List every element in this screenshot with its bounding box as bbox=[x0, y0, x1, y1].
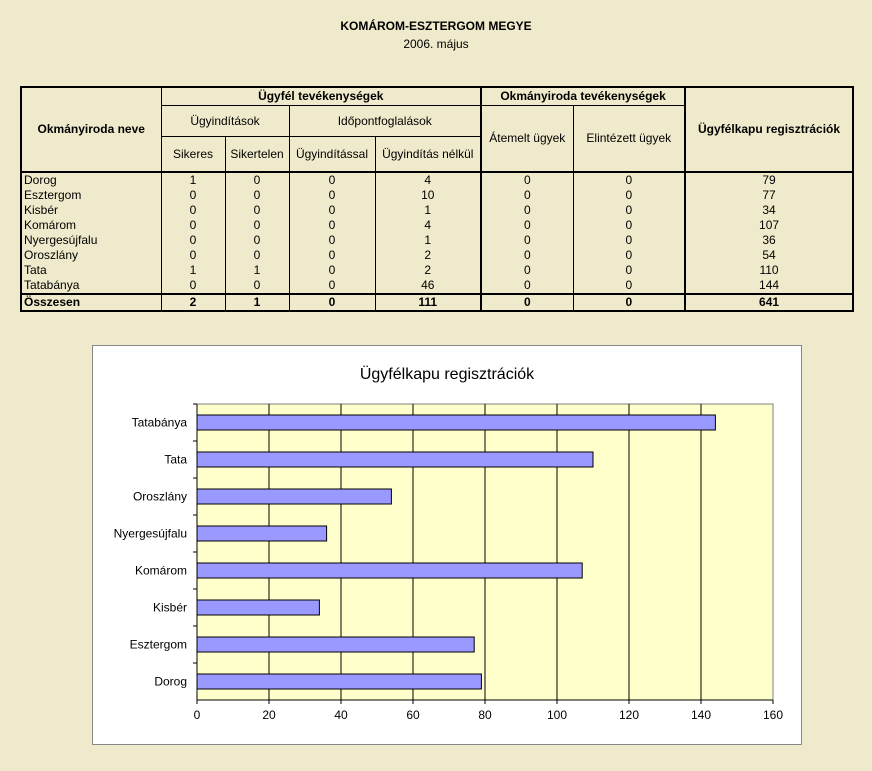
table-row bbox=[21, 218, 853, 233]
header-client-activities: Ügyfél tevékenységek bbox=[161, 87, 481, 106]
x-tick-label: 160 bbox=[762, 708, 784, 722]
cell-unsuccessful: 0 bbox=[225, 248, 289, 263]
cell-with-case: 0 bbox=[289, 218, 375, 233]
cell-unsuccessful: 1 bbox=[225, 263, 289, 278]
y-tick-label: Oroszlány bbox=[132, 489, 187, 504]
header-without-case: Ügyindítás nélkül bbox=[375, 137, 481, 173]
x-tick-label: 140 bbox=[690, 708, 712, 722]
cell-office: Nyergesújfalu bbox=[21, 233, 161, 248]
y-tick-label: Tatabánya bbox=[131, 415, 187, 430]
page-title: KOMÁROM-ESZTERGOM MEGYE bbox=[340, 19, 532, 33]
bar bbox=[197, 674, 481, 689]
table-row bbox=[21, 233, 853, 248]
bar bbox=[197, 600, 319, 615]
cell-completed: 0 bbox=[573, 218, 685, 233]
cell-completed: 0 bbox=[573, 263, 685, 278]
cell-office: Tatabánya bbox=[21, 278, 161, 294]
y-tick-label: Nyergesújfalu bbox=[113, 526, 187, 541]
cell-office: Tata bbox=[21, 263, 161, 278]
cell-office: Oroszlány bbox=[21, 248, 161, 263]
cell-with-case: 0 bbox=[289, 172, 375, 188]
cell-without-case: 4 bbox=[375, 218, 481, 233]
y-tick-label: Esztergom bbox=[129, 637, 187, 652]
bar bbox=[197, 489, 391, 504]
bar bbox=[197, 563, 582, 578]
x-tick-label: 120 bbox=[618, 708, 640, 722]
bar bbox=[197, 452, 593, 467]
cell-completed: 0 bbox=[573, 188, 685, 203]
cell-total-completed: 0 bbox=[573, 294, 685, 311]
y-tick-label: Tata bbox=[164, 452, 187, 467]
cell-office: Dorog bbox=[21, 172, 161, 188]
cell-successful: 1 bbox=[161, 172, 225, 188]
cell-transferred: 0 bbox=[481, 233, 573, 248]
cell-completed: 0 bbox=[573, 233, 685, 248]
cell-unsuccessful: 0 bbox=[225, 203, 289, 218]
cell-successful: 0 bbox=[161, 278, 225, 294]
header-appointments: Időpontfoglalások bbox=[289, 106, 481, 137]
cell-total-label: Összesen bbox=[21, 294, 161, 311]
cell-client-gate: 34 bbox=[685, 203, 853, 218]
cell-transferred: 0 bbox=[481, 278, 573, 294]
cell-client-gate: 107 bbox=[685, 218, 853, 233]
cell-without-case: 1 bbox=[375, 203, 481, 218]
cell-with-case: 0 bbox=[289, 233, 375, 248]
cell-successful: 0 bbox=[161, 188, 225, 203]
x-tick-label: 20 bbox=[262, 708, 276, 722]
cell-total-with-case: 0 bbox=[289, 294, 375, 311]
table-total-row bbox=[21, 294, 853, 311]
header-office-name: Okmányiroda neve bbox=[21, 87, 161, 172]
data-table bbox=[20, 86, 854, 312]
header-case-starts: Ügyindítások bbox=[161, 106, 289, 137]
page-subtitle: 2006. május bbox=[403, 37, 469, 51]
cell-transferred: 0 bbox=[481, 188, 573, 203]
x-tick-label: 40 bbox=[334, 708, 348, 722]
header-completed: Elintézett ügyek bbox=[573, 106, 685, 173]
bar bbox=[197, 637, 474, 652]
x-tick-label: 80 bbox=[478, 708, 492, 722]
cell-with-case: 0 bbox=[289, 263, 375, 278]
bar bbox=[197, 526, 327, 541]
cell-with-case: 0 bbox=[289, 248, 375, 263]
cell-without-case: 46 bbox=[375, 278, 481, 294]
cell-client-gate: 110 bbox=[685, 263, 853, 278]
cell-unsuccessful: 0 bbox=[225, 278, 289, 294]
cell-completed: 0 bbox=[573, 172, 685, 188]
y-tick-label: Dorog bbox=[154, 674, 187, 689]
cell-transferred: 0 bbox=[481, 203, 573, 218]
x-tick-label: 100 bbox=[546, 708, 568, 722]
cell-completed: 0 bbox=[573, 248, 685, 263]
header-transferred: Átemelt ügyek bbox=[481, 106, 573, 173]
cell-office: Komárom bbox=[21, 218, 161, 233]
cell-successful: 0 bbox=[161, 203, 225, 218]
table-row bbox=[21, 278, 853, 294]
cell-total-client-gate: 641 bbox=[685, 294, 853, 311]
cell-client-gate: 77 bbox=[685, 188, 853, 203]
cell-transferred: 0 bbox=[481, 218, 573, 233]
header-with-case: Ügyindítással bbox=[289, 137, 375, 173]
cell-successful: 0 bbox=[161, 233, 225, 248]
header-unsuccessful: Sikertelen bbox=[225, 137, 289, 173]
cell-total-transferred: 0 bbox=[481, 294, 573, 311]
cell-with-case: 0 bbox=[289, 188, 375, 203]
cell-with-case: 0 bbox=[289, 203, 375, 218]
cell-total-unsuccessful: 1 bbox=[225, 294, 289, 311]
cell-unsuccessful: 0 bbox=[225, 218, 289, 233]
cell-without-case: 2 bbox=[375, 248, 481, 263]
header-client-gate: Ügyfélkapu regisztrációk bbox=[685, 87, 853, 172]
cell-transferred: 0 bbox=[481, 248, 573, 263]
cell-office: Kisbér bbox=[21, 203, 161, 218]
cell-total-successful: 2 bbox=[161, 294, 225, 311]
cell-without-case: 1 bbox=[375, 233, 481, 248]
cell-without-case: 4 bbox=[375, 172, 481, 188]
cell-without-case: 2 bbox=[375, 263, 481, 278]
cell-successful: 0 bbox=[161, 248, 225, 263]
cell-client-gate: 54 bbox=[685, 248, 853, 263]
cell-unsuccessful: 0 bbox=[225, 172, 289, 188]
cell-client-gate: 36 bbox=[685, 233, 853, 248]
cell-with-case: 0 bbox=[289, 278, 375, 294]
cell-transferred: 0 bbox=[481, 263, 573, 278]
header-office-activities: Okmányiroda tevékenységek bbox=[481, 87, 685, 106]
y-tick-label: Komárom bbox=[134, 563, 187, 578]
table-row bbox=[21, 203, 853, 218]
chart-container bbox=[92, 345, 802, 745]
cell-client-gate: 79 bbox=[685, 172, 853, 188]
cell-completed: 0 bbox=[573, 278, 685, 294]
table-row bbox=[21, 248, 853, 263]
table-row bbox=[21, 263, 853, 278]
cell-client-gate: 144 bbox=[685, 278, 853, 294]
cell-unsuccessful: 0 bbox=[225, 233, 289, 248]
cell-office: Esztergom bbox=[21, 188, 161, 203]
chart-title: Ügyfélkapu regisztrációk bbox=[359, 366, 535, 383]
bar bbox=[197, 415, 715, 430]
cell-transferred: 0 bbox=[481, 172, 573, 188]
bar-chart bbox=[92, 345, 802, 745]
cell-completed: 0 bbox=[573, 203, 685, 218]
x-tick-label: 0 bbox=[193, 708, 201, 722]
table-row bbox=[21, 172, 853, 188]
cell-successful: 0 bbox=[161, 218, 225, 233]
x-tick-label: 60 bbox=[406, 708, 420, 722]
cell-without-case: 10 bbox=[375, 188, 481, 203]
header-successful: Sikeres bbox=[161, 137, 225, 173]
cell-unsuccessful: 0 bbox=[225, 188, 289, 203]
cell-total-without-case: 111 bbox=[375, 294, 481, 311]
cell-successful: 1 bbox=[161, 263, 225, 278]
y-tick-label: Kisbér bbox=[152, 600, 187, 615]
table-row bbox=[21, 188, 853, 203]
